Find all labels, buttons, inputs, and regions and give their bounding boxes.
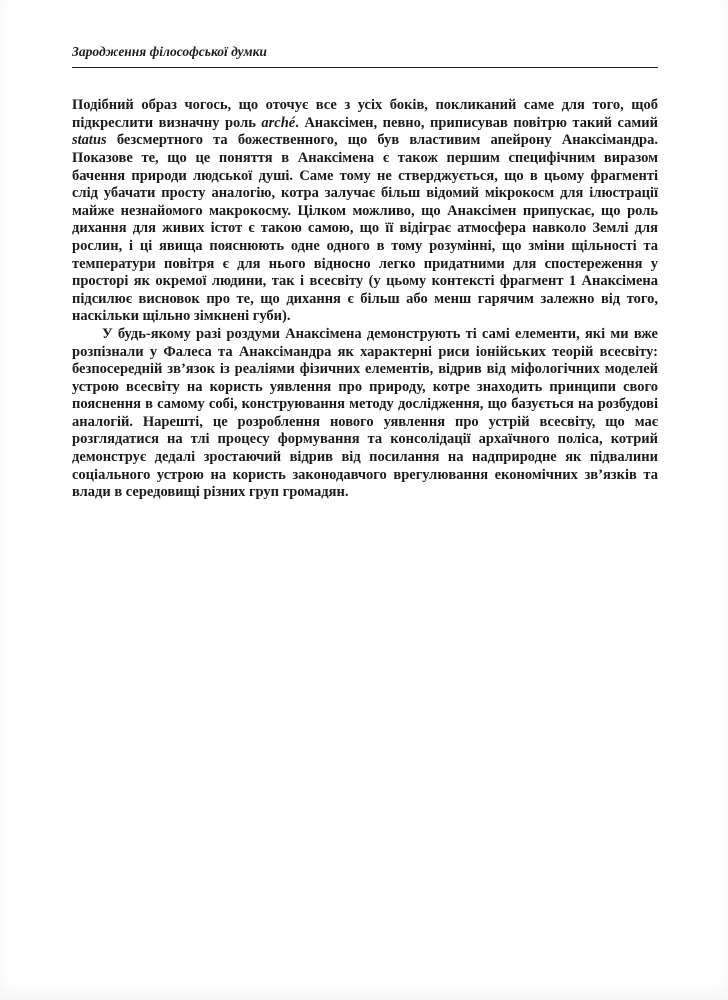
page-content [72,44,658,502]
p1-text-middle: . Анаксімен, певно, приписував повітрю такий самий [295,114,658,131]
paragraph-2: У будь-якому разі роздуми Анаксімена демонструють ті самі елементи, які ми вже розпізнали у Фалеса та Анаксімандра як характерні риси іонійських теорій всесвіту: безпосередній зв’язок із реаліями фізичних елементів, відрив від міфологічних моделей устрою всесвіту на користь уявлення про природу, котре знаходить принципи свого пояснення в самому собі, конструювання методу дослідження, що базується на розбудові аналогій. Нарешті, це розроблення нового уявлення про устрій всесвіту, що має розглядатися на тлі процесу формування та консолідації архаїчного поліса, котрий демонструє дедалі зростаючий відрив від посилання на надприродне як підвалини соціального устрою на користь законодавчого врегулювання економічних зв’язків та влади в середовищі різних груп громадян. [72,325,658,501]
running-header-title: Зародження філософської думки [72,44,267,59]
header-rule [72,67,658,68]
p1-italic-status: status [72,132,107,149]
p1-text-end: безсмертного та божественного, що був властивим апейрону Анаксімандра. Показове те, що це поняття в Анаксімена є також першим специфічним виразом бачення природи людської душі. Саме тому не стверджується, що в цьому фрагменті слід убачати просту аналогію, котра залучає більш відомий мікрокосм для ілюстрації майже незнайомого макрокосму. Цілком можливо, що Анаксімен припускає, що роль дихання для живих істот є такою самою, що її відіграє атмосфера навколо Землі для рослин, і ці явища пояснюють одне одного в тому розумінні, що зміни щільності та температури повітря є для нього відносно легко придатними для спостереження у просторі як окремої людини, так і всесвіту (у цьому контексті фрагмент 1 Анаксімена підсилює висновок про те, що дихання є більш або менш гарячим залежно від того, наскільки щільно зімкнені губи). [72,132,658,325]
body-text [72,97,658,502]
paragraph-1 [72,97,658,326]
p1-italic-arche: arché [261,114,296,131]
p1-text-start: Подібний образ чогось, що оточує все з усіх боків, покликаний саме для того, щоб підкреслити визначну роль [72,97,658,131]
